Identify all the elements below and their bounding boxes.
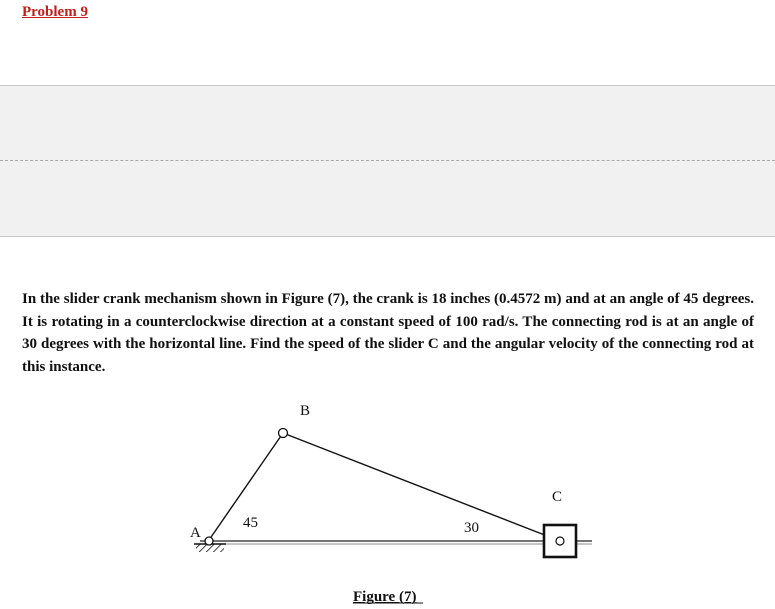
label-a: A [190, 525, 201, 541]
answer-panel [0, 85, 775, 237]
angle-rod-label: 30 [464, 520, 479, 536]
pin-c [556, 537, 564, 545]
problem-statement: In the slider crank mechanism shown in Figure (7), the crank is 18 inches (0.4572 m) and at an angle of 45 degrees. It is rotating in a counterclockwise direction at a constant speed of 100 rad/s. The connecting rod is at an angle of 30 degrees with the horizontal line. Find the speed of the slider C and the angular velocity of the connecting rod at this instance. [22, 291, 754, 375]
pin-b [279, 429, 288, 438]
figure-slider-crank [0, 390, 775, 609]
problem-title-link[interactable]: Problem 9 [22, 4, 88, 20]
pivot-a [205, 537, 213, 545]
label-c: C [552, 489, 563, 505]
angle-crank-label: 45 [243, 515, 258, 531]
connecting-rod-bc [283, 433, 563, 541]
label-b: B [300, 403, 311, 419]
figure-caption: Figure (7) [353, 589, 417, 605]
dashed-divider-mid [0, 160, 775, 161]
